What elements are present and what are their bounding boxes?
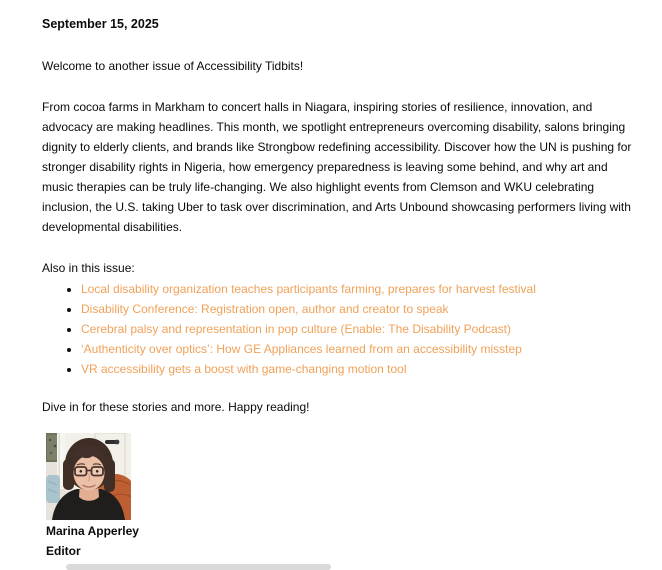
article-link-cerebral-palsy-podcast[interactable]: Cerebral palsy and representation in pop culture (Enable: The Disability Podcast) [81, 322, 512, 336]
list-item [81, 299, 662, 319]
intro-text: Welcome to another issue of Accessibility Tidbits! [42, 59, 304, 73]
article-link-disability-conference[interactable]: Disability Conference: Registration open, author and creator to speak [81, 302, 449, 316]
also-in-this-issue-heading: Also in this issue: [42, 261, 135, 275]
issue-link-list [42, 279, 662, 379]
article-link-ge-appliances-misstep[interactable]: ‘Authenticity over optics’: How GE Appliances learned from an accessibility misstep [81, 342, 522, 356]
scrollbar-thumb[interactable] [66, 564, 331, 570]
editor-photo [46, 433, 131, 520]
article-link-farming-harvest-festival[interactable]: Local disability organization teaches participants farming, prepares for harvest festival [81, 282, 536, 296]
outro-text: Dive in for these stories and more. Happy reading! [42, 400, 310, 414]
list-item [81, 279, 662, 299]
signature-title: Editor [46, 544, 81, 558]
editor-photo-illustration [46, 433, 131, 520]
list-item [81, 359, 662, 379]
list-item [81, 339, 662, 359]
body-paragraph: From cocoa farms in Markham to concert halls in Niagara, inspiring stories of resilience, innovation, and advocacy are making headlines. This month, we spotlight entrepreneurs overcoming disability, salons bringing dignity to elderly clients, and brands like Strongbow redefining accessibility. Discover how the UN is pushing for stronger disability rights in Nigeria, how emergency preparedness is leaving some behind, and why art and music therapies can be truly life-changing. We also highlight events from Clemson and WKU celebrating inclusion, the U.S. taking Uber to task over discrimination, and Arts Unbound showcasing performers living with developmental disabilities. [42, 100, 632, 234]
issue-date: September 15, 2025 [42, 17, 159, 31]
list-item [81, 319, 662, 339]
article-link-vr-accessibility-tool[interactable]: VR accessibility gets a boost with game-changing motion tool [81, 362, 407, 376]
signature-name: Marina Apperley [46, 524, 139, 538]
